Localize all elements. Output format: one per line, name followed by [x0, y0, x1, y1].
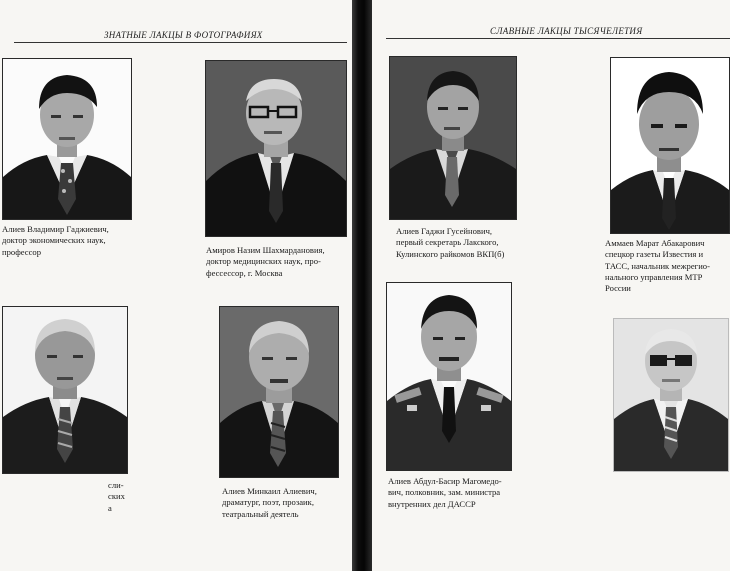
- caption: Алиев Гаджи Гусейнович, первый секретарь Лакского, Кулинского райкомов ВКП(б): [396, 226, 505, 259]
- caption: Алиев Минкаил Алиевич, драматург, поэт, прозаик, театральный деятель: [222, 486, 317, 519]
- book-spine: [352, 0, 372, 571]
- left-header-rule: [14, 42, 347, 43]
- caption: Алиев Владимир Гаджиевич, доктор экономических наук, профессор: [2, 224, 109, 257]
- portrait-photo: [386, 282, 512, 471]
- portrait-photo: [2, 306, 128, 474]
- caption: сли- ских а: [108, 480, 125, 513]
- left-running-head: ЗНАТНЫЕ ЛАКЦЫ В ФОТОГРАФИЯХ: [104, 30, 263, 40]
- portrait-photo: [389, 56, 517, 220]
- caption: Амиров Назим Шахмардановия, доктор медицинских наук, про- фессессор, г. Москва: [206, 245, 325, 278]
- right-header-rule: [386, 38, 730, 39]
- caption: Аммаев Марат Абакарович спецкор газеты Известия и ТАСС, начальник межрегио- нального управления МТР России: [605, 238, 710, 294]
- right-page: [372, 0, 730, 571]
- left-page: [0, 0, 352, 571]
- portrait-photo: [2, 58, 132, 220]
- portrait-photo: [205, 60, 347, 237]
- caption: Алиев Абдул-Басир Магомедо- вич, полковник, зам. министра внутренних дел ДАССР: [388, 476, 502, 509]
- portrait-photo: [610, 57, 730, 234]
- portrait-photo: [219, 306, 339, 478]
- right-running-head: СЛАВНЫЕ ЛАКЦЫ ТЫСЯЧЕЛЕТИЯ: [490, 26, 643, 36]
- portrait-photo: [613, 318, 729, 472]
